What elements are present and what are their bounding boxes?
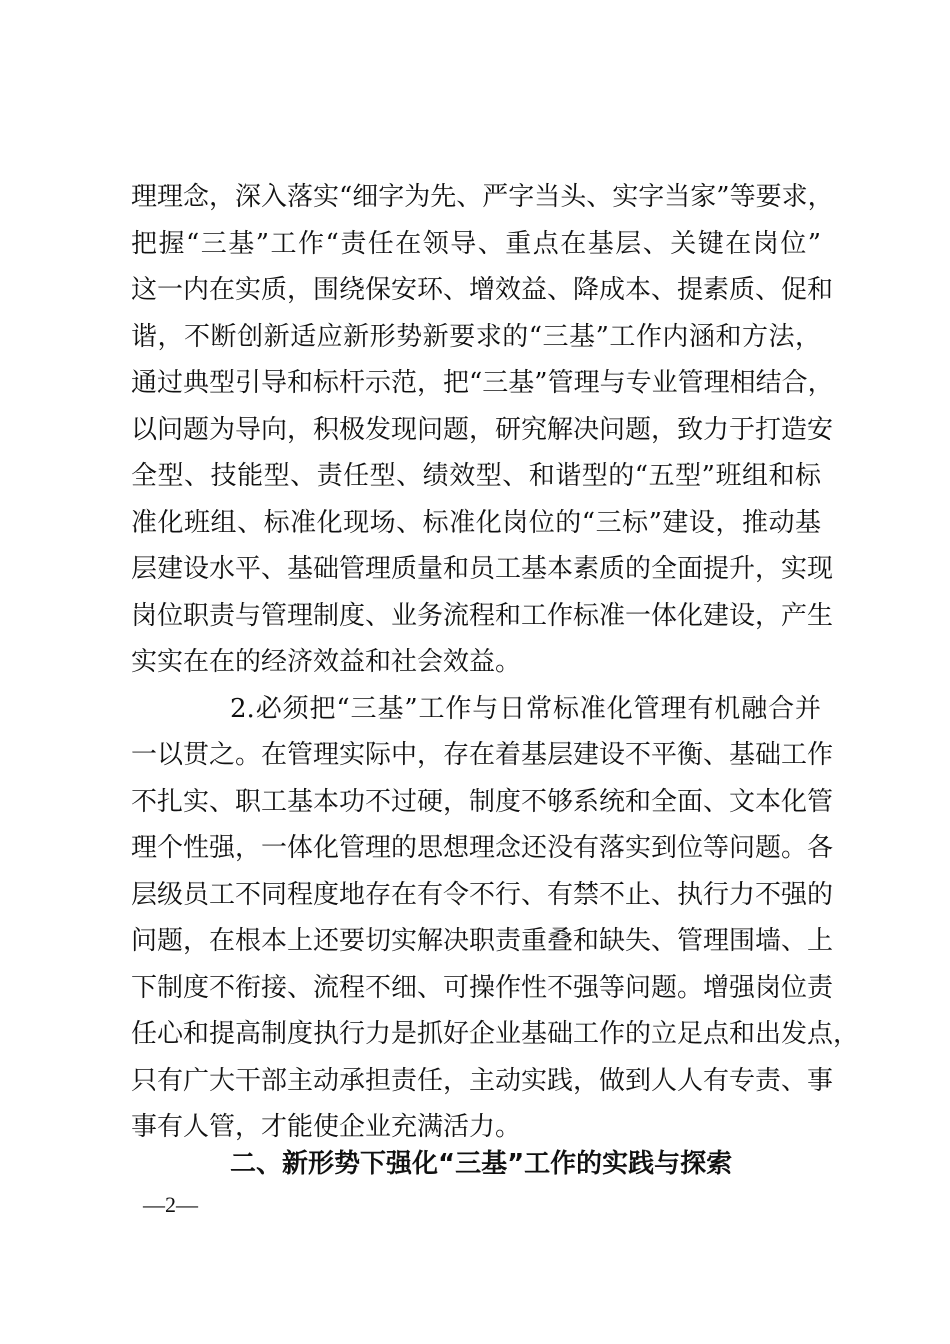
paragraph-1-line-8: 准化班组、标准化现场、标准化岗位的“三标”建设，推动基 [131,508,821,538]
paragraph-1-line-5: 通过典型引导和标杆示范，把“三基”管理与专业管理相结合， [131,368,834,398]
section-heading: 二、新形势下强化“三基”工作的实践与探索 [230,1149,733,1179]
paragraph-1-line-7: 全型、技能型、责任型、绩效型、和谐型的“五型”班组和标 [131,461,821,491]
paragraph-1-line-11: 实实在在的经济效益和社会效益。 [131,647,522,677]
paragraph-1-line-2: 把握“三基”工作“责任在领导、重点在基层、关键在岗位” [131,229,821,259]
paragraph-1-line-1: 理理念，深入落实“细字为先、严字当头、实字当家”等要求， [131,182,834,212]
paragraph-2-line-9: 只有广大干部主动承担责任，主动实践，做到人人有专责、事 [131,1066,834,1096]
paragraph-2-line-4: 理个性强，一体化管理的思想理念还没有落实到位等问题。各 [131,833,834,863]
paragraph-2-line-7: 下制度不衔接、流程不细、可操作性不强等问题。增强岗位责 [131,973,834,1003]
paragraph-1-line-3: 这一内在实质，围绕保安环、增效益、降成本、提素质、促和 [131,275,834,305]
paragraph-2-line-6: 问题，在根本上还要切实解决职责重叠和缺失、管理围墙、上 [131,926,834,956]
paragraph-1-line-4: 谐，不断创新适应新形势新要求的“三基”工作内涵和方法， [131,322,821,352]
page-number: —2— [143,1192,198,1217]
paragraph-2-line-2: 一以贯之。在管理实际中，存在着基层建设不平衡、基础工作 [131,740,834,770]
paragraph-2-line-5: 层级员工不同程度地存在有令不行、有禁不止、执行力不强的 [131,880,834,910]
paragraph-1-line-9: 层建设水平、基础管理质量和员工基本素质的全面提升，实现 [131,554,834,584]
paragraph-2-line-10: 事有人管，才能使企业充满活力。 [131,1112,522,1142]
paragraph-1-line-10: 岗位职责与管理制度、业务流程和工作标准一体化建设，产生 [131,601,834,631]
paragraph-2-line-8: 任心和提高制度执行力是抓好企业基础工作的立足点和出发点， [131,1019,860,1049]
paragraph-2-line-3: 不扎实、职工基本功不过硬，制度不够系统和全面、文本化管 [131,787,834,817]
paragraph-2-line-1: 2.必须把“三基”工作与日常标准化管理有机融合并 [230,694,821,724]
paragraph-1-line-6: 以问题为导向，积极发现问题，研究解决问题，致力于打造安 [131,415,834,445]
